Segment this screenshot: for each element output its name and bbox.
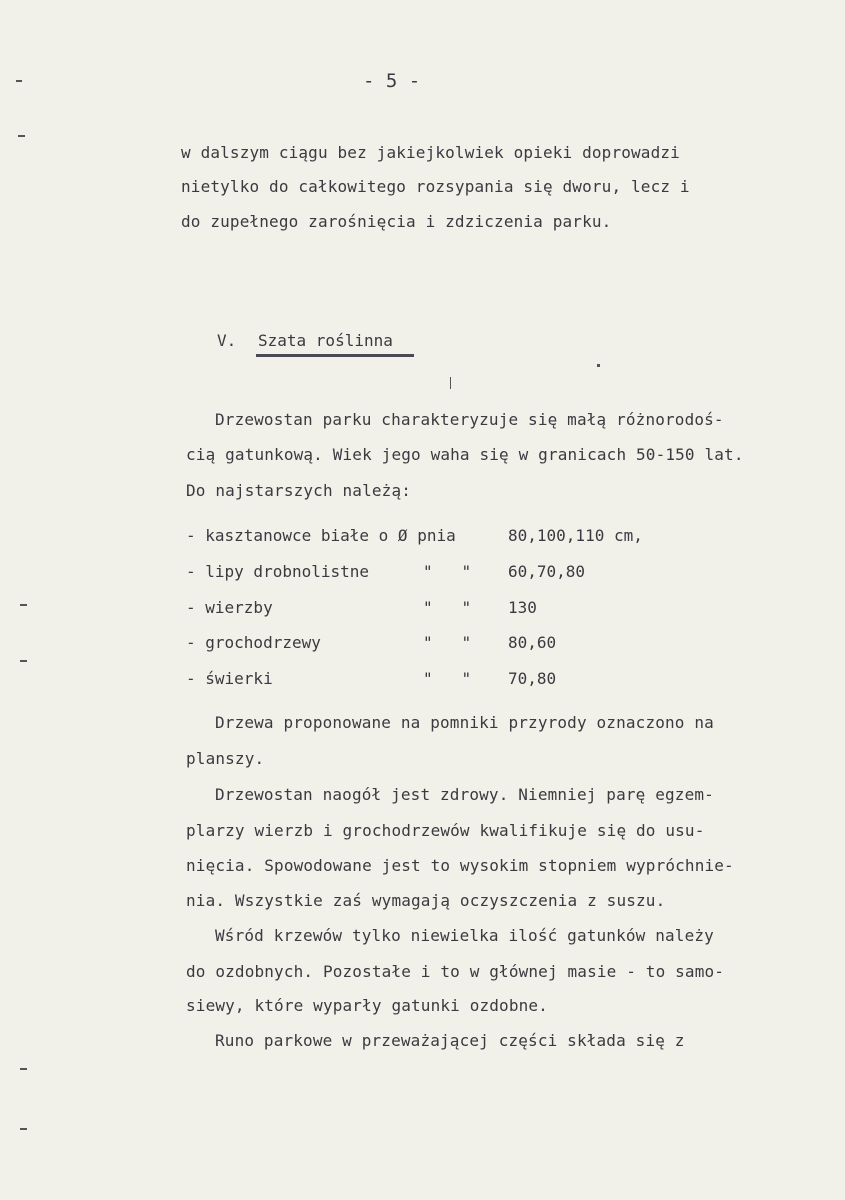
species-values: 80,60	[508, 633, 557, 652]
species-name: - kasztanowce białe o Ø pnia	[186, 526, 456, 545]
section-title-underline	[256, 354, 414, 357]
scan-mark	[597, 364, 600, 367]
intro-line-2: nietylko do całkowitego rozsypania się dworu, lecz i	[181, 177, 690, 196]
species-values: 130	[508, 598, 537, 617]
para1-line-2: cią gatunkową. Wiek jego waha się w granicach 50-150 lat.	[186, 445, 744, 464]
scan-mark	[20, 660, 27, 662]
para1-line-3: Do najstarszych należą:	[186, 481, 412, 500]
scan-mark	[18, 135, 25, 137]
para2-line-1: Drzewa proponowane na pomniki przyrody oznaczono na	[215, 713, 714, 732]
para3-line-1: Drzewostan naogół jest zdrowy. Niemniej parę egzem-	[215, 785, 714, 804]
para4-line-2: do ozdobnych. Pozostałe i to w głównej masie - to samo-	[186, 962, 725, 981]
species-values: 60,70,80	[508, 562, 586, 581]
species-name: - świerki	[186, 669, 273, 688]
scan-mark	[450, 377, 451, 389]
ditto-marks: " "	[423, 669, 472, 688]
para2-line-2: planszy.	[186, 749, 265, 768]
para3-line-3: nięcia. Spowodowane jest to wysokim stopniem wypróchnie-	[186, 856, 734, 875]
species-name: - wierzby	[186, 598, 273, 617]
para4-line-3: siewy, które wyparły gatunki ozdobne.	[186, 996, 548, 1015]
species-values: 70,80	[508, 669, 557, 688]
scan-mark	[20, 604, 27, 606]
scan-mark	[20, 1128, 27, 1130]
ditto-marks: " "	[423, 562, 472, 581]
para3-line-2: plarzy wierzb i grochodrzewów kwalifikuje się do usu-	[186, 821, 705, 840]
species-values: 80,100,110 cm,	[508, 526, 643, 545]
section-title: Szata roślinna	[258, 331, 393, 350]
scan-mark	[16, 80, 22, 82]
para1-line-1: Drzewostan parku charakteryzuje się małą różnorodoś-	[215, 410, 724, 429]
para3-line-4: nia. Wszystkie zaś wymagają oczyszczenia z suszu.	[186, 891, 666, 910]
ditto-marks: " "	[423, 633, 472, 652]
para4-line-1: Wśród krzewów tylko niewielka ilość gatunków należy	[215, 926, 714, 945]
scan-mark	[20, 1068, 27, 1070]
page-number: - 5 -	[363, 70, 421, 92]
species-name: - lipy drobnolistne	[186, 562, 370, 581]
section-number: V.	[217, 331, 237, 350]
intro-line-1: w dalszym ciągu bez jakiejkolwiek opieki doprowadzi	[181, 143, 680, 162]
intro-line-3: do zupełnego zarośnięcia i zdziczenia parku.	[181, 212, 612, 231]
species-name: - grochodrzewy	[186, 633, 321, 652]
para5-line-1: Runo parkowe w przeważającej części składa się z	[215, 1031, 685, 1050]
ditto-marks: " "	[423, 598, 472, 617]
